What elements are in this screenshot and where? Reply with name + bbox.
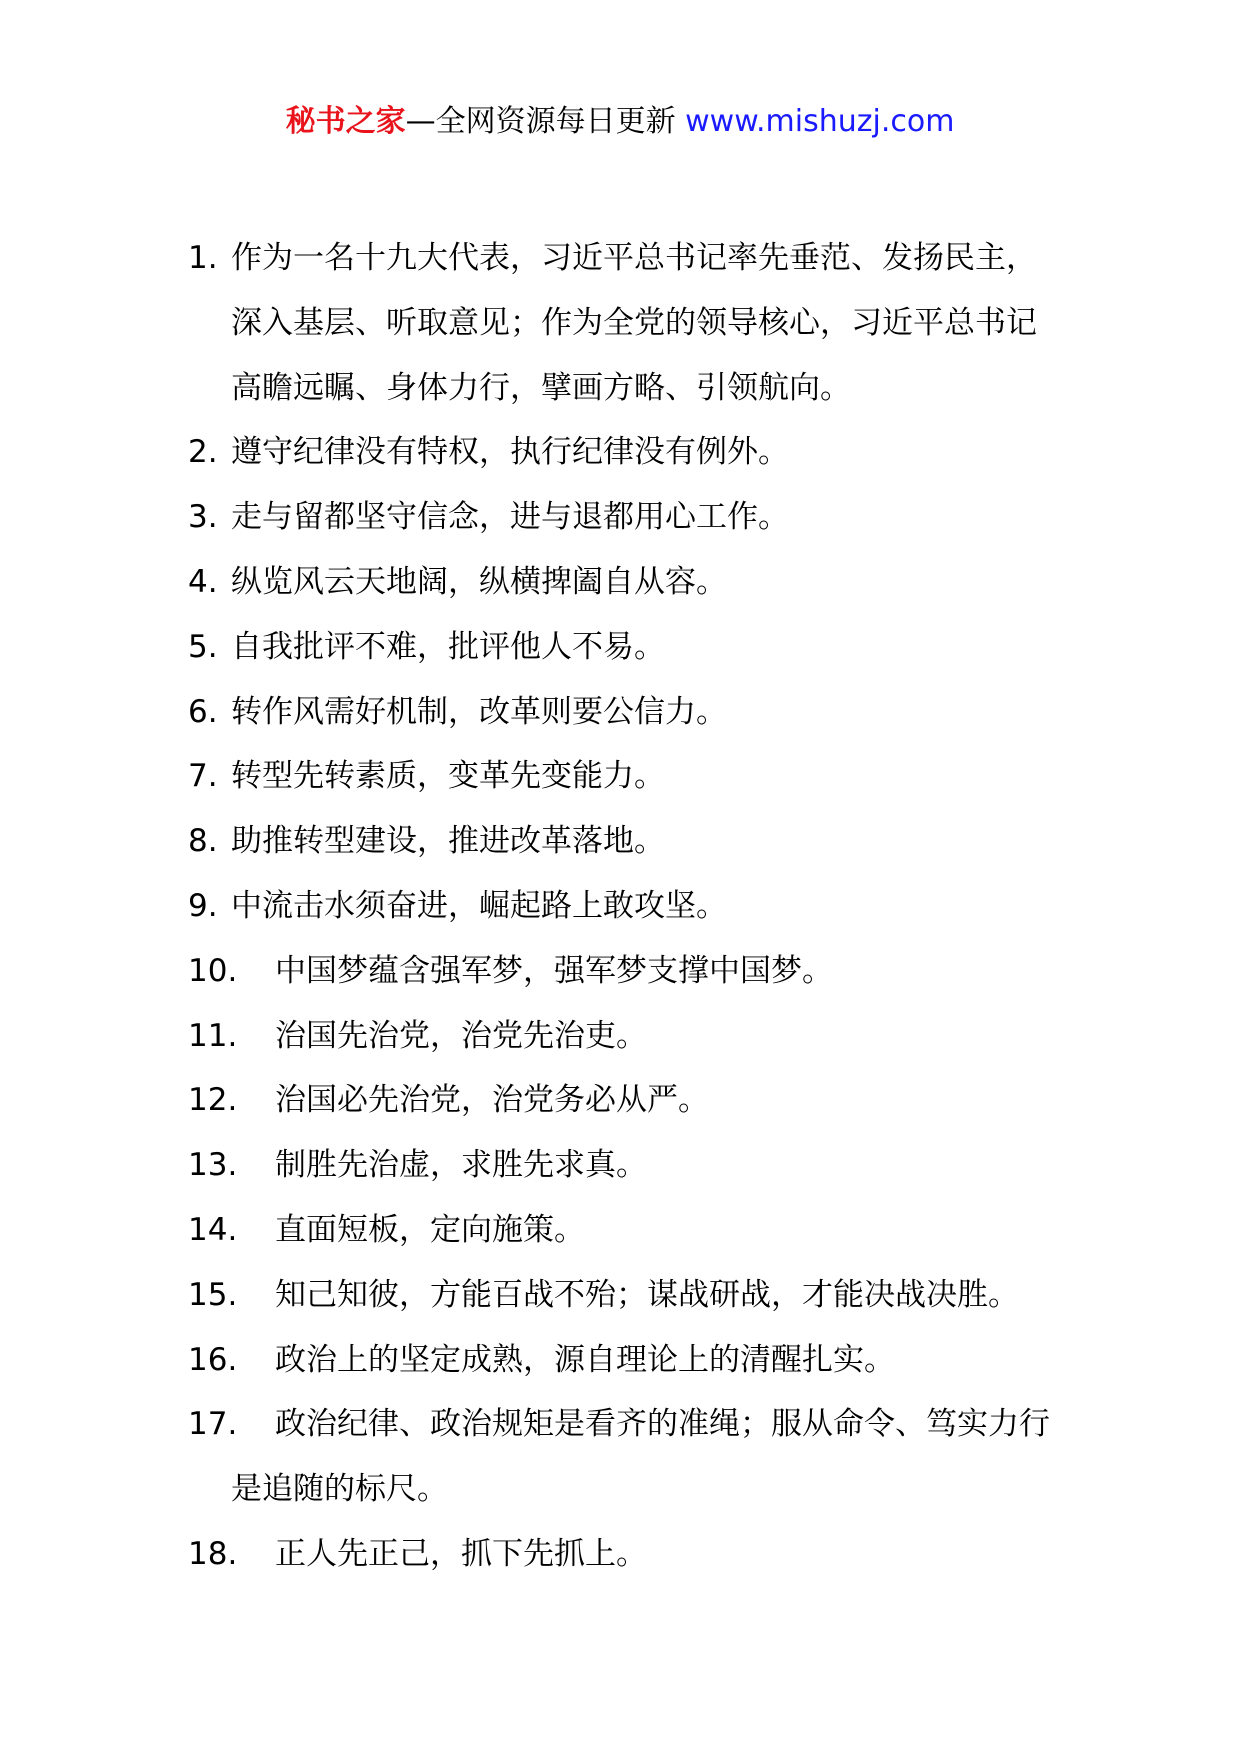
item-text: 转型先转素质，变革先变能力。 — [231, 758, 665, 795]
item-text: 政治上的坚定成熟，源自理论上的清醒扎实。 — [275, 1341, 895, 1378]
item-text: 转作风需好机制，改革则要公信力。 — [231, 693, 727, 730]
item-number: 13. — [188, 1147, 238, 1184]
list-item — [0, 615, 1240, 680]
item-text: 直面短板，定向施策。 — [275, 1211, 585, 1248]
item-number: 7. — [188, 758, 218, 795]
item-number: 10. — [188, 952, 238, 989]
list-item — [0, 1392, 1240, 1522]
item-number: 5. — [188, 628, 218, 665]
item-number: 8. — [188, 823, 218, 860]
list-item — [0, 1263, 1240, 1328]
list-item — [0, 226, 1240, 420]
item-number: 6. — [188, 693, 218, 730]
item-text: 助推转型建设，推进改革落地。 — [231, 823, 665, 860]
item-text: 纵览风云天地阔，纵横捭阖自从容。 — [231, 563, 727, 600]
item-number: 2. — [188, 434, 218, 471]
brand-name: 秘书之家 — [285, 104, 406, 139]
slogan-list — [0, 226, 1240, 1587]
item-number: 3. — [188, 499, 218, 536]
item-text: 中流击水须奋进，崛起路上敢攻坚。 — [231, 887, 727, 924]
list-item — [0, 1328, 1240, 1393]
item-text: 政治纪律、政治规矩是看齐的准绳；服从命令、笃实力行是追随的标尺。 — [231, 1406, 1050, 1508]
item-text: 走与留都坚守信念，进与退都用心工作。 — [231, 499, 789, 536]
item-text: 治国必先治党，治党务必从严。 — [275, 1082, 709, 1119]
list-item — [0, 809, 1240, 874]
header-tagline: —全网资源每日更新 — [405, 104, 676, 139]
item-number: 17. — [188, 1406, 238, 1443]
item-text: 中国梦蕴含强军梦，强军梦支撑中国梦。 — [275, 952, 833, 989]
item-number: 4. — [188, 563, 218, 600]
list-item — [0, 744, 1240, 809]
page-header — [0, 100, 1240, 144]
item-text: 正人先正己，抓下先抓上。 — [275, 1535, 647, 1572]
item-number: 16. — [188, 1341, 238, 1378]
list-item — [0, 1522, 1240, 1587]
list-item — [0, 1198, 1240, 1263]
item-number: 9. — [188, 887, 218, 924]
item-number: 12. — [188, 1082, 238, 1119]
list-item — [0, 420, 1240, 485]
list-item — [0, 1004, 1240, 1069]
list-item — [0, 680, 1240, 745]
item-text: 制胜先治虚，求胜先求真。 — [275, 1147, 647, 1184]
list-item — [0, 485, 1240, 550]
item-text: 自我批评不难，批评他人不易。 — [231, 628, 665, 665]
list-item — [0, 550, 1240, 615]
list-item — [0, 1133, 1240, 1198]
item-number: 14. — [188, 1211, 238, 1248]
item-text: 知己知彼，方能百战不殆；谋战研战，才能决战决胜。 — [275, 1276, 1019, 1313]
site-url-link[interactable]: www.mishuzj.com — [685, 104, 955, 139]
item-number: 11. — [188, 1017, 238, 1054]
list-item — [0, 939, 1240, 1004]
item-number: 18. — [188, 1535, 238, 1572]
item-number: 1. — [188, 240, 218, 276]
item-number: 15. — [188, 1276, 238, 1313]
item-text: 治国先治党，治党先治吏。 — [275, 1017, 647, 1054]
item-text: 遵守纪律没有特权，执行纪律没有例外。 — [231, 434, 789, 471]
item-text: 作为一名十九大代表，习近平总书记率先垂范、发扬民主，深入基层、听取意见；作为全党的领导核心，习近平总书记高瞻远瞩、身体力行，擘画方略、引领航向。 — [231, 240, 1037, 406]
list-item — [0, 1068, 1240, 1133]
list-item — [0, 874, 1240, 939]
